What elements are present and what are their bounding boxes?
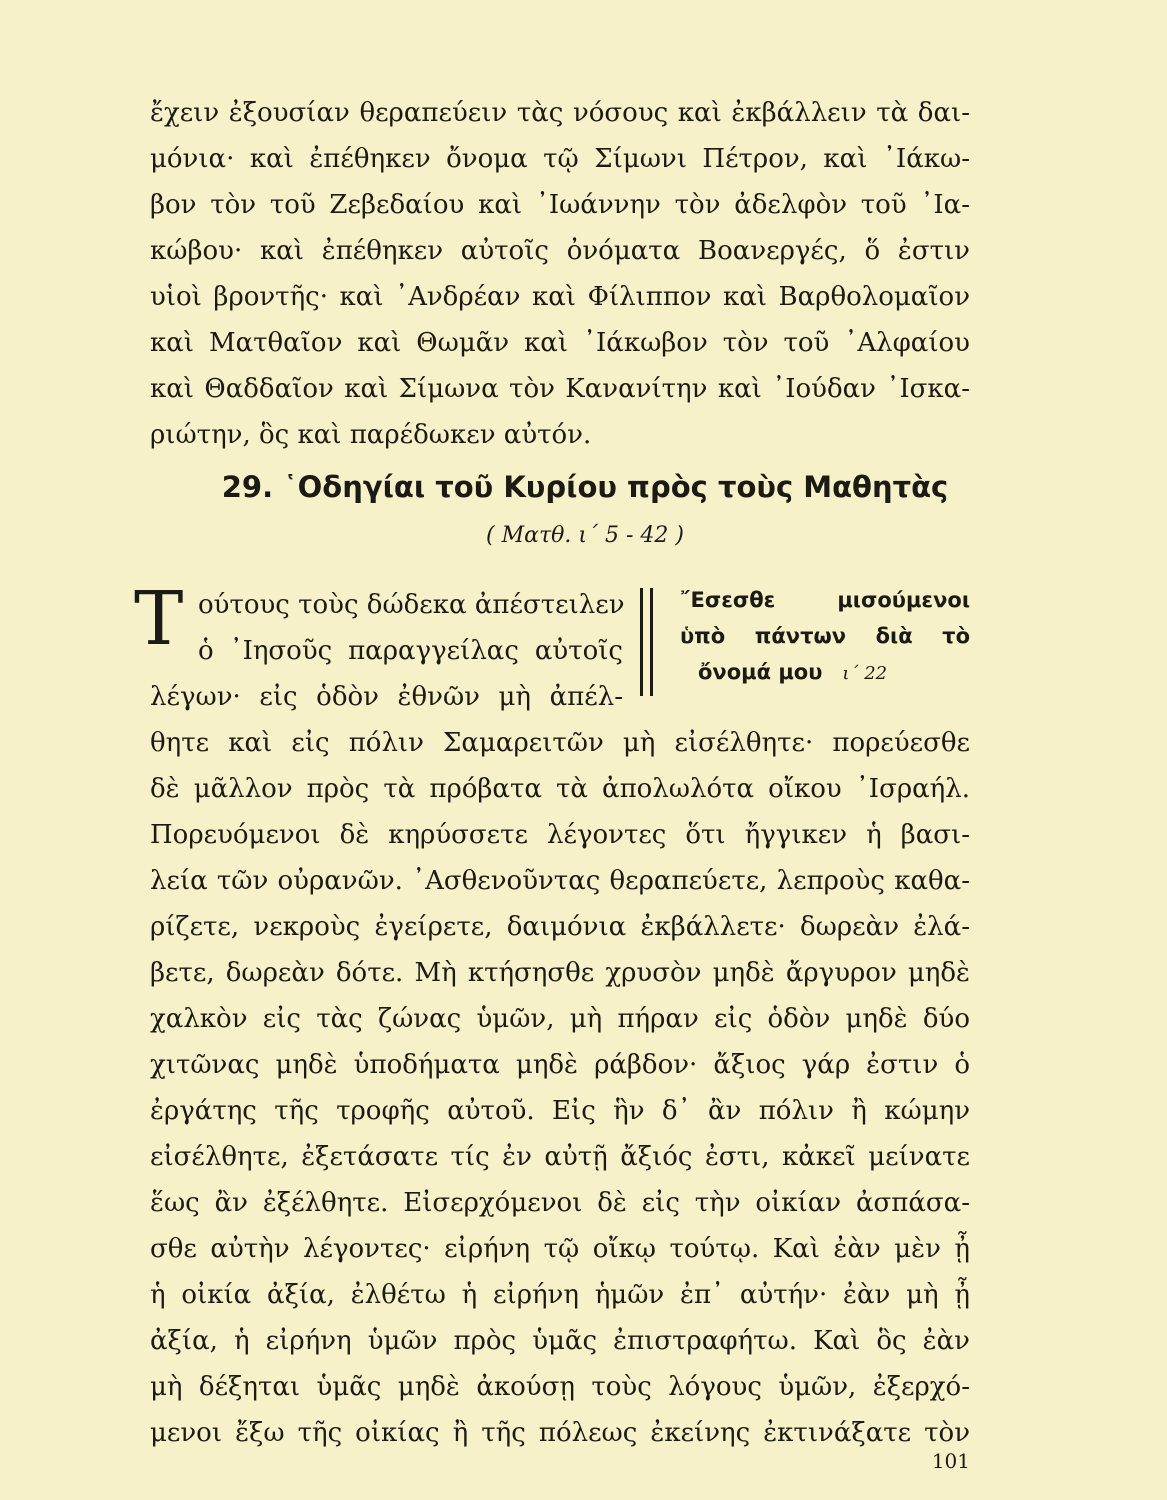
margin-note-line: ῎Εσεσθε μισούμενοι [680, 588, 970, 612]
text-line: ἐργάτης τῆς τροφῆς αὐτοῦ. Εἰς ἣν δ᾿ ἂν πόλιν ἢ κώμην [150, 1096, 970, 1126]
text-line: ἕως ἂν ἐξέλθητε. Εἰσερχόμενοι δὲ εἰς τὴν οἰκίαν ἀσπάσα- [150, 1188, 970, 1218]
text-line: κώβου· καὶ ἐπέθηκεν αὐτοῖς ὀνόματα Βοανεργές, ὅ ἐστιν [150, 236, 970, 266]
text-line: θητε καὶ εἰς πόλιν Σαμαρειτῶν μὴ εἰσέλθητε· πορεύεσθε [150, 728, 970, 758]
text-line: καὶ Θαδδαῖον καὶ Σίμωνα τὸν Κανανίτην καὶ ᾿Ιούδαν ᾿Ισκα- [150, 374, 970, 404]
text-line: μενοι ἔξω τῆς οἰκίας ἢ τῆς πόλεως ἐκείνης ἐκτινάξατε τὸν [150, 1418, 970, 1448]
column-line: ούτους τοὺς δώδεκα ἀπέστειλεν [198, 590, 625, 620]
text-line: βον τὸν τοῦ Ζεβεδαίου καὶ ᾿Ιωάννην τὸν ἀδελφὸν τοῦ ᾿Ια- [150, 190, 970, 220]
section-number: 29. [221, 470, 274, 504]
page-number: 101 [931, 1449, 970, 1473]
margin-note-line-last [680, 654, 970, 692]
text-line: ἔχειν ἐξουσίαν θεραπεύειν τὰς νόσους καὶ ἐκβάλλειν τὰ δαι- [150, 98, 970, 128]
margin-note [680, 582, 970, 692]
margin-note-line: ὄνομά μου [698, 660, 823, 684]
margin-note-reference: ι΄ 22 [842, 663, 888, 684]
text-line: ρίζετε, νεκροὺς ἐγείρετε, δαιμόνια ἐκβάλλετε· δωρεὰν ἐλά- [150, 912, 970, 942]
column-line: λέγων· εἰς ὁδὸν ἐθνῶν μὴ ἀπέλ- [150, 682, 623, 712]
drop-cap: Τ [134, 576, 184, 662]
text-line: καὶ Ματθαῖον καὶ Θωμᾶν καὶ ᾿Ιάκωβον τὸν τοῦ ᾿Αλφαίου [150, 328, 970, 358]
text-line: εἰσέλθητε, ἐξετάσατε τίς ἐν αὐτῇ ἄξιός ἐστι, κἀκεῖ μείνατε [150, 1142, 970, 1172]
text-line: ἡ οἰκία ἀξία, ἐλθέτω ἡ εἰρήνη ἡμῶν ἐπ᾿ αὐτήν· ἐὰν μὴ ᾖ [150, 1280, 970, 1310]
column-rule [650, 588, 653, 696]
text-line: σθε αὐτὴν λέγοντες· εἰρήνη τῷ οἴκῳ τούτῳ. Καὶ ἐὰν μὲν ᾖ [150, 1234, 970, 1264]
text-line: μόνια· καὶ ἐπέθηκεν ὄνομα τῷ Σίμωνι Πέτρον, καὶ ᾿Ιάκω- [150, 144, 970, 174]
text-line: λεία τῶν οὐρανῶν. ᾿Ασθενοῦντας θεραπεύετε, λεπροὺς καθα- [150, 866, 970, 896]
text-line: μὴ δέξηται ὑμᾶς μηδὲ ἀκούσῃ τοὺς λόγους ὑμῶν, ἐξερχό- [150, 1372, 970, 1402]
text-line: χιτῶνας μηδὲ ὑποδήματα μηδὲ ράβδον· ἄξιος γάρ ἐστιν ὁ [150, 1050, 970, 1080]
text-line: υἱοὶ βροντῆς· καὶ ᾿Ανδρέαν καὶ Φίλιππον καὶ Βαρθολομαῖον [150, 282, 970, 312]
text-line: βετε, δωρεὰν δότε. Μὴ κτήσησθε χρυσὸν μηδὲ ἄργυρον μηδὲ [150, 958, 970, 988]
section-title: ῾Οδηγίαι τοῦ Κυρίου πρὸς τοὺς Μαθητὰς [283, 470, 949, 504]
text-line: χαλκὸν εἰς τὰς ζώνας ὑμῶν, μὴ πήραν εἰς ὁδὸν μηδὲ δύο [150, 1004, 970, 1034]
column-line: ὁ ᾿Ιησοῦς παραγγείλας αὐτοῖς [198, 636, 623, 666]
section-heading [150, 464, 1020, 510]
margin-note-line: ὑπὸ πάντων διὰ τὸ [680, 624, 970, 648]
text-line: ἀξία, ἡ εἰρήνη ὑμῶν πρὸς ὑμᾶς ἐπιστραφήτω. Καὶ ὃς ἐὰν [150, 1326, 970, 1356]
column-rule [640, 588, 643, 696]
text-line: Πορευόμενοι δὲ κηρύσσετε λέγοντες ὅτι ἤγγικεν ἡ βασι- [150, 820, 970, 850]
text-line: ριώτην, ὃς καὶ παρέδωκεν αὐτόν. [150, 420, 592, 450]
text-line: δὲ μᾶλλον πρὸς τὰ πρόβατα τὰ ἀπολωλότα οἴκου ᾿Ισραήλ. [150, 774, 970, 804]
scripture-reference: ( Ματθ. ι΄ 5 - 42 ) [486, 523, 684, 548]
